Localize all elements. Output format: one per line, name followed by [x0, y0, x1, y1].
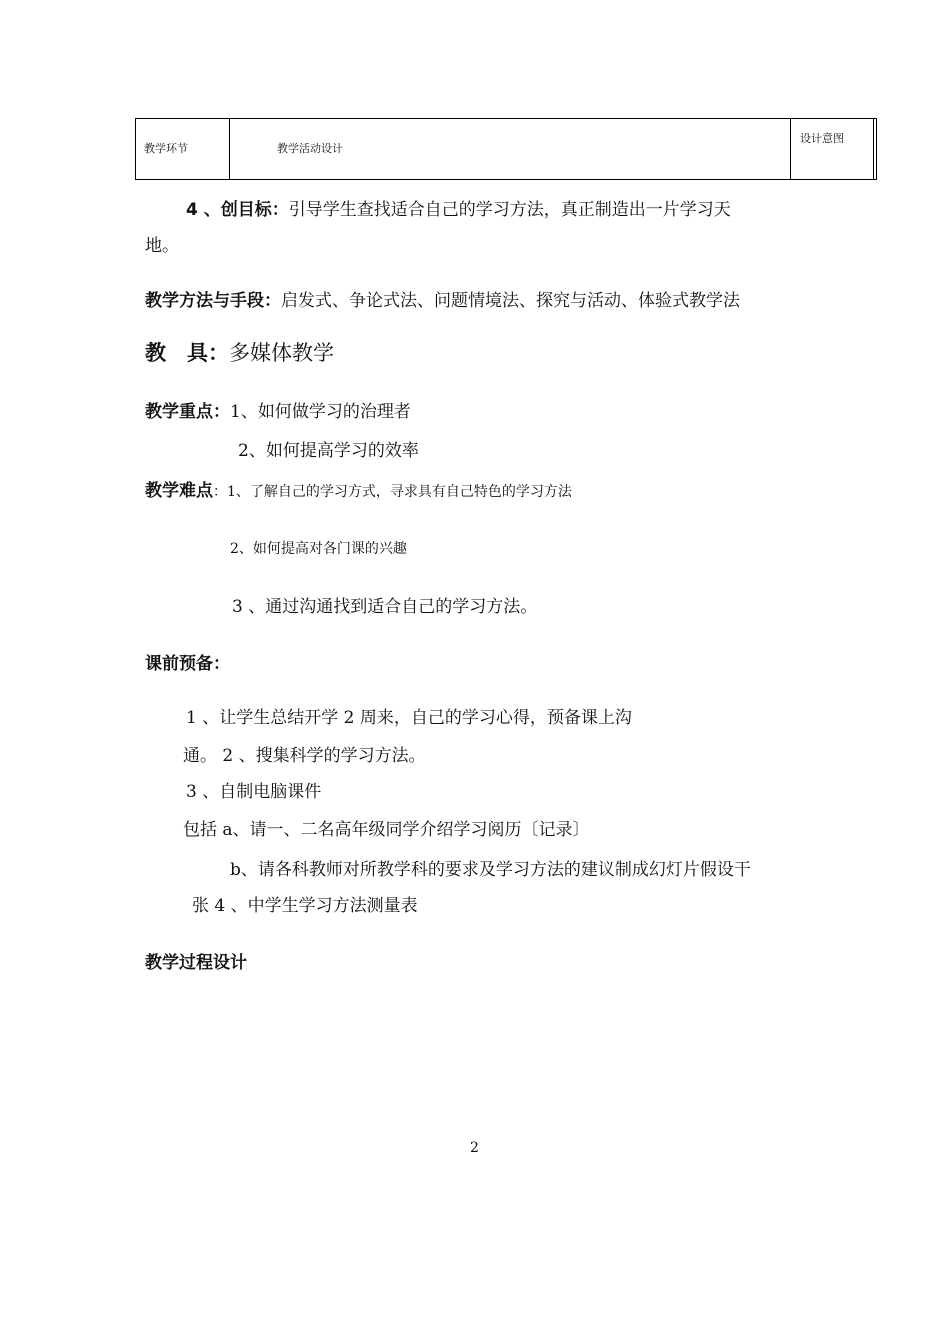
difficulty-3: 3 、通过沟通找到适合自己的学习方法。 [232, 597, 538, 617]
key-point-2: 2、如何提高学习的效率 [238, 441, 419, 461]
preparation-line-2: 通。 2 、搜集科学的学习方法。 [183, 746, 426, 766]
difficulty-2: 2、如何提高对各门课的兴趣 [230, 541, 407, 557]
preparation-line-5: b、请各科教师对所教学科的要求及学习方法的建议制成幻灯片假设干 [230, 860, 751, 880]
methods-text: 启发式、争论式法、问题情境法、探究与活动、体验式教学法 [281, 291, 740, 311]
header-cell-stage [136, 119, 230, 179]
preparation-label: 课前预备： [145, 654, 230, 674]
methods-line [145, 286, 740, 311]
goal-4-line [186, 195, 731, 220]
difficulty-1: ：1、了解自己的学习方式，寻求具有自己特色的学习方法 [213, 484, 572, 500]
difficulties-line [145, 476, 572, 501]
process-title: 教学过程设计 [145, 953, 247, 973]
preparation-line-1: 1 、让学生总结开学 2 周来，自己的学习心得，预备课上沟 [186, 708, 632, 728]
key-points-label: 教学重点： [145, 402, 230, 422]
tools-line [145, 337, 334, 367]
header-cell-activity [229, 119, 791, 179]
tools-label: 教 具： [145, 341, 229, 365]
preparation-line-3: 3 、自制电脑课件 [186, 782, 322, 802]
header-table [135, 118, 877, 180]
header-intent-label: 设计意图 [800, 132, 844, 145]
page-number: 2 [470, 1140, 479, 1156]
header-stage-label: 教学环节 [144, 142, 188, 155]
goal-4-label: 4 、创目标： [186, 200, 289, 220]
preparation-line-4: 包括 a、请一、二名高年级同学介绍学习阅历〔记录〕 [183, 820, 590, 840]
methods-label: 教学方法与手段： [145, 291, 281, 311]
key-point-1: 1、如何做学习的治理者 [230, 402, 411, 422]
goal-4-continued: 地。 [145, 236, 179, 256]
header-cell-intent [790, 119, 876, 179]
header-table-edge [873, 119, 874, 179]
preparation-line-6: 张 4 、中学生学习方法测量表 [192, 896, 418, 916]
difficulties-label: 教学难点 [145, 481, 213, 501]
key-points-line [145, 397, 411, 422]
tools-text: 多媒体教学 [229, 341, 334, 365]
header-activity-label: 教学活动设计 [277, 142, 343, 155]
goal-4-text: 引导学生查找适合自己的学习方法，真正制造出一片学习天 [288, 200, 731, 220]
